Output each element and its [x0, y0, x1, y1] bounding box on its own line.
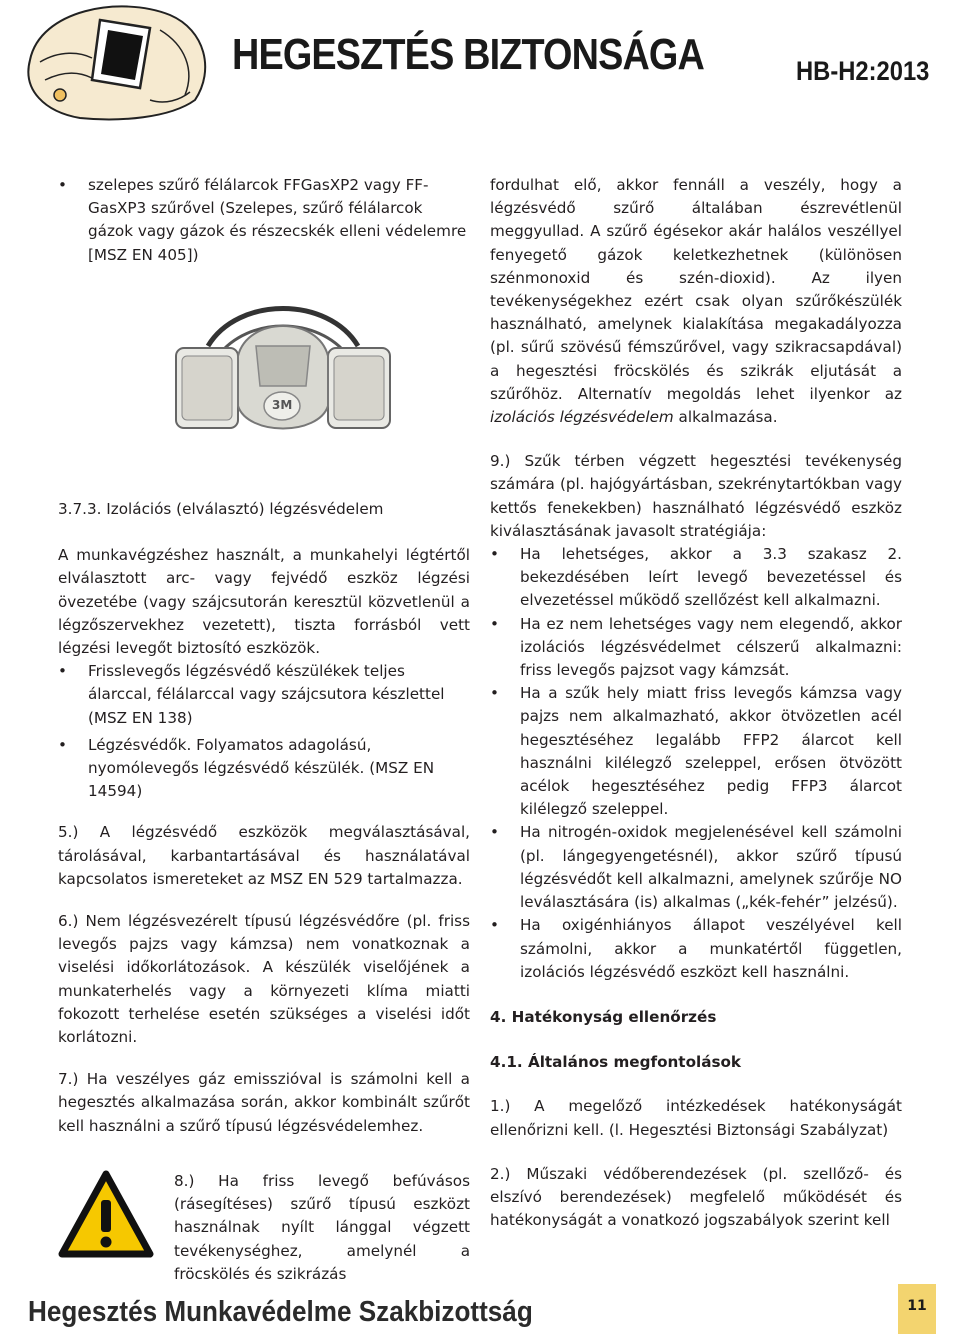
para-intro: A munkavégzéshez használt, a munkahelyi légtértől elválasztott arc- vagy fejvédő eszköz légzési övezetébe (vagy szájcsutorán keresztül közvetlenül a légzőszervekhez vezetett), tiszta forrásból vett légzési levegőt biztosító eszközök. — [58, 546, 470, 658]
bullet-fresh-air: • Frisslevegős légzésvédő készülékek teljes álarccal, félálarccal vagy szájcsutora készlettel (MSZ EN 138) — [58, 660, 470, 730]
bullet-ffp-mask: • Ha a szűk hely miatt friss levegős kámzsa vagy pajzs nem alkalmazható, akkor ötvözetlen acél hegesztéséhez legalább FFP2 álarcot kell használni kilélegző szeleppel, erősen ötvözött acélok hegesztéséhez pedig FFP3 álarcot kilélegző szeleppel. — [490, 682, 902, 821]
para-7: 7.) Ha veszélyes gáz emisszióval is számolni kell a hegesztés alkalmazása során, akkor kombinált szűrőt kell használni a szűrő típusú légzésvédelemhez. — [58, 1070, 470, 1135]
para-8: 8.) Ha friss levegő befúvásos (rásegítéses) szűrő típusú eszközt használnak nyílt lánggal végzett tevékenységhez, amelynél a fröcskölés és szikrázás — [174, 1172, 470, 1283]
para-2: 2.) Műszaki védőberendezések (pl. szellőző- és elszívó berendezések) megfelelő működését és hatékonyságát a vonatkozó jogszabályok szerint kell — [490, 1164, 902, 1230]
left-column-main — [58, 498, 470, 1138]
bullet-supplied-air: • Légzésvédők. Folyamatos adagolású, nyomólevegős légzésvédő készülék. (MSZ EN 14594) — [58, 734, 470, 804]
heading-efficiency-check: 4. Hatékonyság ellenőrzés — [490, 1007, 717, 1026]
para-cont — [490, 174, 902, 429]
bullet-ventilation: • Ha lehetséges, akkor a 3.3 szakasz 2. bekezdésében leírt levegő bevezetéssel és elvezetéssel működő szellőzést kell alkalmazni. — [490, 543, 902, 613]
para-1: 1.) A megelőző intézkedések hatékonyságát ellenőrizni kell. (l. Hegesztési Biztonsági Szabályzat) — [490, 1097, 902, 1139]
section-heading-isolating: 3.7.3. Izolációs (elválasztó) légzésvédelem — [58, 500, 384, 518]
para-6: 6.) Nem légzésvezérelt típusú légzésvédőre (pl. friss levegős pajzs vagy kámzsa) nem vonatkoznak a viselési időkorlátozások. A készülék viselőjének a munkaterhelés vagy a környezeti klíma miatti fokozott terhelése esetén szükséges a viselési időt korlátozni. — [58, 912, 470, 1047]
bullet-nitrogen-oxides: • Ha nitrogén-oxidok megjelenésével kell számolni (pl. lángegyengetésnél), akkor szűrő típusú légzésvédőt kell alkalmazni, amelynek szűrője NO leválasztására (is) alkalmas („kék-fehér” jelzésű). — [490, 821, 902, 914]
right-column — [490, 174, 902, 1232]
respirator-mask-image — [168, 286, 396, 456]
para-9: 9.) Szűk térben végzett hegesztési tevékenység számára (pl. hajógyártásban, szekrénytartókban vagy kettős fenekekben) használható légzésvédő eszköz kiválasztásának javasolt stratégiája: — [490, 452, 902, 540]
footer-organization: Hegesztés Munkavédelme Szakbizottság — [28, 1296, 533, 1328]
para-8-block — [174, 1170, 470, 1286]
warning-triangle-icon — [58, 1170, 154, 1260]
bullet-oxygen-deficiency: • Ha oxigénhiányos állapot veszélyével kell számolni, akkor a munkatértől független, izolációs légzésvédő eszközt kell használni. — [490, 914, 902, 984]
para-cont-italic: izolációs légzésvédelem — [490, 408, 674, 427]
bullet-ffgas: • szelepes szűrő félálarcok FFGasXP2 vagy FF-GasXP3 szűrővel (Szelepes, szűrő félálarcok gázok vagy gázok és részecskék elleni védelemre [MSZ EN 405]) — [58, 174, 470, 267]
heading-general-considerations: 4.1. Általános megfontolások — [490, 1053, 742, 1072]
mask-brand-label: 3M — [272, 398, 293, 412]
para-cont-main: fordulhat elő, akkor fennáll a veszély, hogy a légzésvédő szűrő általában észrevétlenül meggyullad. A szűrő égésekor akár halálos veszéllyel fenyegető gázok keletkezhetnek (különösen szénmonoxid és szén-dioxid). Az ilyen tevékenységekhez ezért csak olyan szűrőkészülék használható, amelynek kialakítása megakadályozza (pl. sűrű szövésű fémszűrővel, vagy szikracsapdával) a hegesztési fröcskölés és szikrák eljutását a szűrőhöz. Alternatív megoldás lehet ilyenkor az — [490, 176, 902, 403]
para-5: 5.) A légzésvédő eszközök megválasztásával, tárolásával, karbantartásával és használatával kapcsolatos ismereteket az MSZ EN 529 tartalmazza. — [58, 823, 470, 888]
welding-helmet-logo — [0, 0, 230, 125]
bullet-isolating: • Ha ez nem lehetséges vagy nem elegendő, akkor izolációs légzésvédelmet célszerű alkalmazni: friss levegős pajzsot vagy kámzsát. — [490, 613, 902, 683]
para-cont-end: alkalmazása. — [678, 408, 778, 427]
page-number: 11 — [907, 1298, 927, 1314]
left-column-top — [58, 174, 470, 267]
document-code: HB-H2:2013 — [796, 56, 930, 86]
page-title: HEGESZTÉS BIZTONSÁGA — [232, 30, 704, 79]
